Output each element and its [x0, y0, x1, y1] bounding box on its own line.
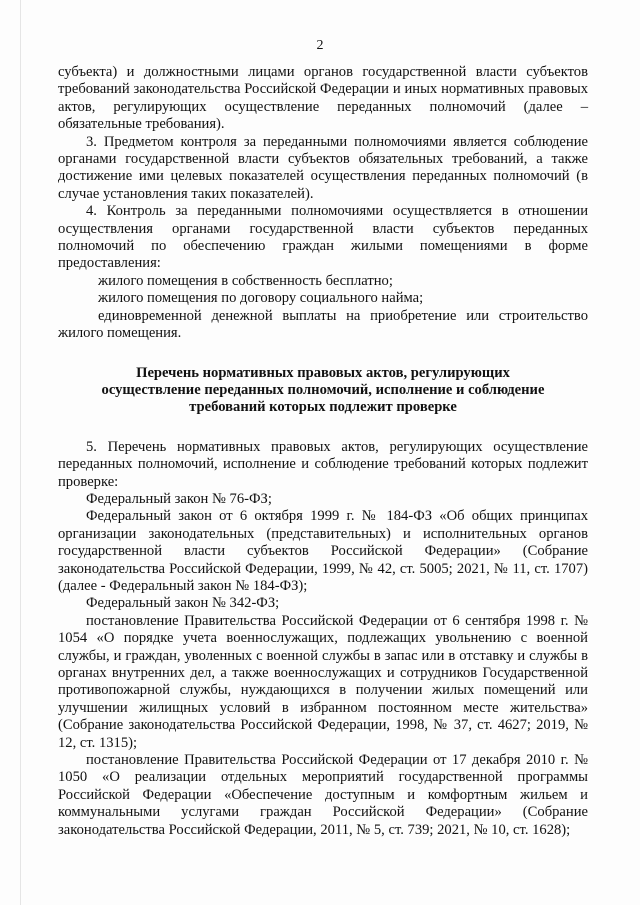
law-342-fz: Федеральный закон № 342-ФЗ;	[86, 595, 280, 612]
document-body	[58, 64, 588, 839]
paragraph-4: 4. Контроль за переданными полномочиями осуществляется в отношении осуществления органами государственной власти субъектов переданных полномочий по обеспечению граждан жилыми помещениями в форме предоставления:	[58, 203, 588, 272]
form-item-social-rent: жилого помещения по договору социального найма;	[98, 290, 424, 307]
scan-edge-line	[20, 0, 21, 905]
paragraph-5: 5. Перечень нормативных правовых актов, регулирующих осуществление переданных полномочий, исполнение и соблюдение требований которых подлежит проверке:	[58, 438, 588, 490]
section-heading: Перечень нормативных правовых актов, регулирующих осуществление переданных полномочий, исполнение и соблюдение требований которых подлежит проверке	[101, 364, 545, 416]
form-item-ownership: жилого помещения в собственность бесплатно;	[98, 272, 393, 289]
law-76-fz: Федеральный закон № 76-ФЗ;	[86, 490, 272, 507]
paragraph-continuation: субъекта) и должностными лицами органов государственной власти субъектов требований законодательства Российской Федерации и иных нормативных правовых актов, регулирующих осуществление переданных полномочий (далее – обязательные требования).	[58, 64, 588, 133]
form-item-payment: единовременной денежной выплаты на приобретение или строительство жилого помещения.	[58, 307, 588, 342]
decree-1054: постановление Правительства Российской Федерации от 6 сентября 1998 г. № 1054 «О порядке учета военнослужащих, подлежащих увольнению с военной службы, и граждан, уволенных с военной службы в запас или в отставку и службы в органах внутренних дел, а также военнослужащих и сотрудников Государственной противопожарной службы, нуждающихся в получении жилых помещений или улучшении жилищных условий в избранном постоянном месте жительства» (Собрание законодательства Российской Федерации, 1998, № 37, ст. 4627; 2019, № 12, ст. 1315);	[58, 612, 588, 751]
decree-1050: постановление Правительства Российской Федерации от 17 декабря 2010 г. № 1050 «О реализации отдельных мероприятий государственной программы Российской Федерации «Обеспечение доступным и комфортным жильем и коммунальными услугами граждан Российской Федерации» (Собрание законодательства Российской Федерации, 2011, № 5, ст. 739; 2021, № 10, ст. 1628);	[58, 752, 588, 838]
paragraph-3: 3. Предметом контроля за переданными полномочиями является соблюдение органами государственной власти субъектов обязательных требований, а также достижение ими целевых показателей осуществления переданных полномочий (в случае установления таких показателей).	[58, 133, 588, 202]
page-number: 2	[316, 38, 324, 53]
law-184-fz: Федеральный закон от 6 октября 1999 г. № 184-ФЗ «Об общих принципах организации законодательных (представительных) и исполнительных органов государственной власти субъектов Российской Федерации» (Собрание законодательства Российской Федерации, 1999, № 42, ст. 5005; 2021, № 11, ст. 1707) (далее - Федеральный закон № 184-ФЗ);	[58, 508, 588, 594]
